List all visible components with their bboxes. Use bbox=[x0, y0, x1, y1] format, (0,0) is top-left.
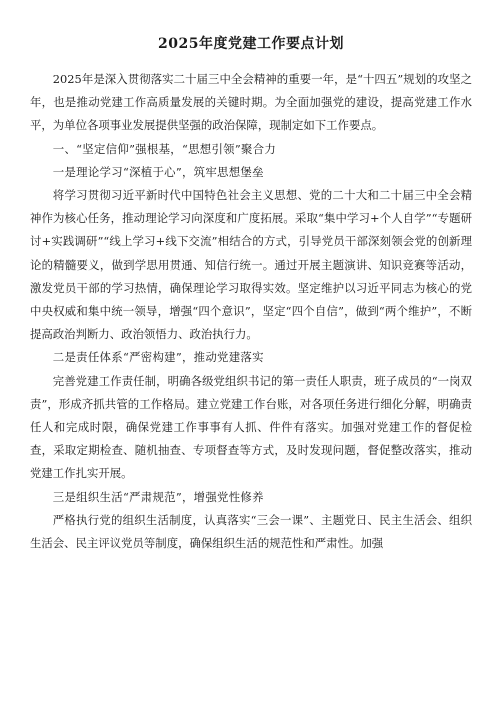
intro-paragraph: 2025年是深入贯彻落实二十届三中全会精神的重要一年，是“十四五”规划的攻坚之年，也是推动党建工作高质量发展的关键时期。为全面加强党的建设，提高党建工作水平，为单位各项事业发展提供坚强的政治保障，现制定如下工作要点。 bbox=[30, 72, 472, 133]
subsection-heading-2: 二是责任体系“严密构建”，推动党建落实 bbox=[52, 350, 264, 365]
document-title: 2025年度党建工作要点计划 bbox=[158, 36, 344, 52]
subsection-body-1: 将学习贯彻习近平新时代中国特色社会主义思想、党的二十大和二十届三中全会精神作为核心任务，推动理论学习向深度和广度拓展。采取“集中学习+个人自学”“专题研讨+实践调研”“线上学习+线下交流”相结合的方式，引导党员干部深刻领会党的创新理论的精髓要义，做到学思用贯通、知信行统一。通过开展主题演讲、知识竞赛等活动，激发党员干部的学习热情，确保理论学习取得实效。坚定维护以习近平同志为核心的党中央权威和集中统一领导，增强“四个意识”，坚定“四个自信”，做到“两个维护”，不断提高政治判断力、政治领悟力、政治执行力。 bbox=[30, 188, 472, 342]
subsection-body-3: 严格执行党的组织生活制度，认真落实“三会一课”、主题党日、民主生活会、组织生活会、民主评议党员等制度，确保组织生活的规范性和严肃性。加强 bbox=[30, 512, 472, 551]
subsection-heading-3: 三是组织生活“严肃规范”，增强党性修养 bbox=[52, 489, 264, 504]
subsection-heading-1: 一是理论学习“深植于心”，筑牢思想堡垒 bbox=[52, 164, 264, 179]
section-heading-1: 一、“坚定信仰”强根基，“思想引领”聚合力 bbox=[52, 141, 277, 156]
subsection-body-2: 完善党建工作责任制，明确各级党组织书记的第一责任人职责，班子成员的“一岗双责”，形成齐抓共管的工作格局。建立党建工作台账，对各项任务进行细化分解，明确责任人和完成时限，确保党建工作事事有人抓、件件有落实。加强对党建工作的督促检查，采取定期检查、随机抽查、专项督查等方式，及时发现问题，督促整改落实，推动党建工作扎实开展。 bbox=[30, 373, 472, 481]
